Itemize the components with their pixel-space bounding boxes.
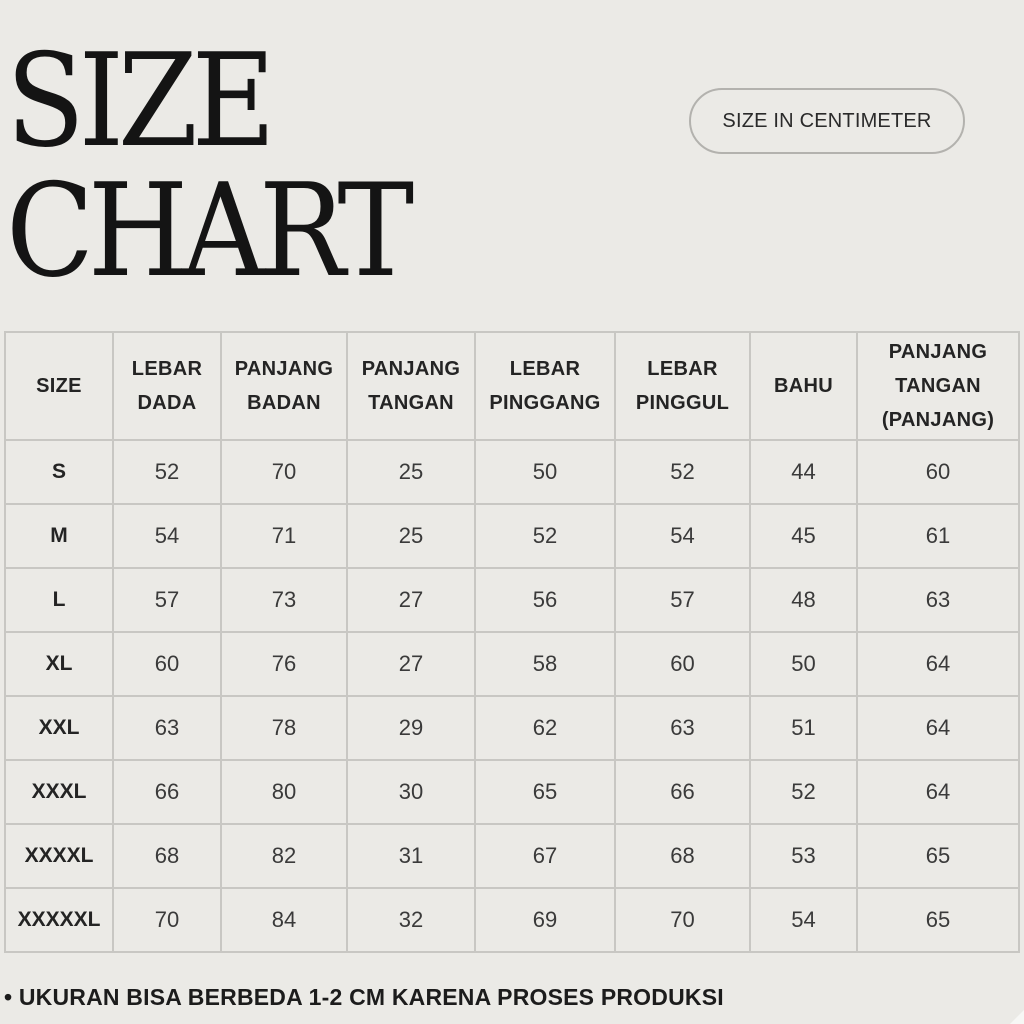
size-cell: M bbox=[5, 504, 113, 568]
unit-badge: SIZE IN CENTIMETER bbox=[689, 88, 965, 154]
table-row bbox=[5, 888, 1019, 952]
measurement-cell: 64 bbox=[857, 696, 1019, 760]
measurement-cell: 65 bbox=[857, 888, 1019, 952]
measurement-cell: 53 bbox=[750, 824, 857, 888]
table-row bbox=[5, 504, 1019, 568]
measurement-cell: 82 bbox=[221, 824, 347, 888]
measurement-cell: 68 bbox=[615, 824, 750, 888]
measurement-cell: 78 bbox=[221, 696, 347, 760]
measurement-cell: 27 bbox=[347, 568, 475, 632]
measurement-cell: 52 bbox=[113, 440, 221, 504]
measurement-cell: 57 bbox=[615, 568, 750, 632]
table-row bbox=[5, 696, 1019, 760]
size-cell: XXXXXL bbox=[5, 888, 113, 952]
measurement-cell: 60 bbox=[615, 632, 750, 696]
measurement-cell: 64 bbox=[857, 760, 1019, 824]
measurement-cell: 50 bbox=[750, 632, 857, 696]
measurement-cell: 25 bbox=[347, 504, 475, 568]
measurement-cell: 64 bbox=[857, 632, 1019, 696]
header-panjang-tangan-panjang bbox=[857, 332, 1019, 440]
measurement-cell: 45 bbox=[750, 504, 857, 568]
measurement-cell: 31 bbox=[347, 824, 475, 888]
measurement-cell: 63 bbox=[857, 568, 1019, 632]
size-cell: XXL bbox=[5, 696, 113, 760]
header-lebar-pinggul bbox=[615, 332, 750, 440]
measurement-cell: 66 bbox=[113, 760, 221, 824]
measurement-cell: 70 bbox=[615, 888, 750, 952]
measurement-cell: 29 bbox=[347, 696, 475, 760]
header-line: PINGGANG bbox=[489, 392, 601, 414]
size-chart-table bbox=[4, 331, 1020, 953]
table-header-row bbox=[5, 332, 1019, 440]
header-line: PANJANG bbox=[234, 358, 334, 380]
title-line-2: CHART bbox=[6, 157, 408, 306]
corner-mark bbox=[1010, 1010, 1024, 1024]
measurement-cell: 70 bbox=[113, 888, 221, 952]
size-cell: L bbox=[5, 568, 113, 632]
measurement-cell: 52 bbox=[750, 760, 857, 824]
measurement-cell: 44 bbox=[750, 440, 857, 504]
measurement-cell: 48 bbox=[750, 568, 857, 632]
measurement-cell: 58 bbox=[475, 632, 615, 696]
measurement-cell: 65 bbox=[857, 824, 1019, 888]
measurement-cell: 54 bbox=[113, 504, 221, 568]
size-cell: XXXXL bbox=[5, 824, 113, 888]
measurement-cell: 30 bbox=[347, 760, 475, 824]
measurement-cell: 61 bbox=[857, 504, 1019, 568]
header-panjang-tangan bbox=[347, 332, 475, 440]
measurement-cell: 71 bbox=[221, 504, 347, 568]
header-line: (PANJANG) bbox=[881, 409, 995, 431]
measurement-cell: 62 bbox=[475, 696, 615, 760]
measurement-cell: 54 bbox=[750, 888, 857, 952]
measurement-cell: 60 bbox=[857, 440, 1019, 504]
title-line-1: SIZE bbox=[6, 27, 270, 176]
measurement-cell: 76 bbox=[221, 632, 347, 696]
header-line: PINGGUL bbox=[635, 392, 730, 414]
measurement-cell: 52 bbox=[475, 504, 615, 568]
measurement-cell: 84 bbox=[221, 888, 347, 952]
measurement-cell: 60 bbox=[113, 632, 221, 696]
measurement-cell: 69 bbox=[475, 888, 615, 952]
measurement-cell: 52 bbox=[615, 440, 750, 504]
header-line: PANJANG bbox=[888, 341, 988, 363]
header-line: TANGAN bbox=[368, 392, 454, 414]
header-bahu bbox=[750, 332, 857, 440]
measurement-cell: 67 bbox=[475, 824, 615, 888]
measurement-cell: 56 bbox=[475, 568, 615, 632]
header-line: SIZE bbox=[36, 375, 82, 397]
measurement-cell: 73 bbox=[221, 568, 347, 632]
table-row bbox=[5, 568, 1019, 632]
table-row bbox=[5, 440, 1019, 504]
measurement-cell: 80 bbox=[221, 760, 347, 824]
size-cell: XL bbox=[5, 632, 113, 696]
size-cell: S bbox=[5, 440, 113, 504]
header-lebar-pinggang bbox=[475, 332, 615, 440]
production-note: • UKURAN BISA BERBEDA 1-2 CM KARENA PROSES PRODUKSI bbox=[4, 984, 724, 1010]
header-line: TANGAN bbox=[895, 375, 981, 397]
size-cell: XXXL bbox=[5, 760, 113, 824]
measurement-cell: 50 bbox=[475, 440, 615, 504]
header-lebar-dada bbox=[113, 332, 221, 440]
header-line: DADA bbox=[137, 392, 197, 414]
header-line: LEBAR bbox=[509, 358, 581, 380]
measurement-cell: 54 bbox=[615, 504, 750, 568]
header-panjang-badan bbox=[221, 332, 347, 440]
measurement-cell: 63 bbox=[615, 696, 750, 760]
measurement-cell: 57 bbox=[113, 568, 221, 632]
header-line: BAHU bbox=[774, 375, 833, 397]
table-row bbox=[5, 824, 1019, 888]
measurement-cell: 70 bbox=[221, 440, 347, 504]
measurement-cell: 68 bbox=[113, 824, 221, 888]
header-size bbox=[5, 332, 113, 440]
measurement-cell: 25 bbox=[347, 440, 475, 504]
header-line: LEBAR bbox=[647, 358, 718, 380]
measurement-cell: 63 bbox=[113, 696, 221, 760]
measurement-cell: 27 bbox=[347, 632, 475, 696]
measurement-cell: 65 bbox=[475, 760, 615, 824]
table-body bbox=[5, 440, 1019, 952]
header-line: BADAN bbox=[247, 392, 321, 414]
header-line: LEBAR bbox=[131, 358, 203, 380]
header-line: PANJANG bbox=[361, 358, 461, 380]
measurement-cell: 51 bbox=[750, 696, 857, 760]
table-row bbox=[5, 632, 1019, 696]
table-row bbox=[5, 760, 1019, 824]
measurement-cell: 32 bbox=[347, 888, 475, 952]
measurement-cell: 66 bbox=[615, 760, 750, 824]
